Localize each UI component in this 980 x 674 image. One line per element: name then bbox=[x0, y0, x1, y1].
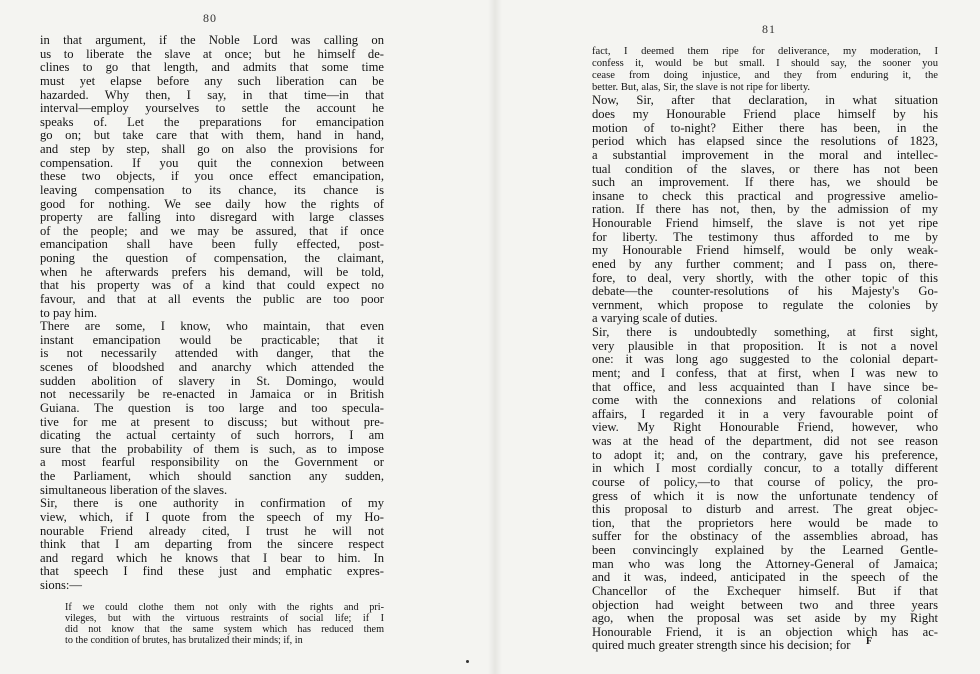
text-line: view. My Right Honourable Friend, however, who bbox=[592, 420, 938, 435]
text-line: and regard which he knows that I bear to him. In bbox=[40, 550, 384, 565]
block-quote bbox=[40, 602, 384, 647]
page-number: 81 bbox=[762, 22, 776, 36]
text-line: quired much greater strength since his decision; for bbox=[592, 638, 851, 653]
text-line: gress of which it is now the unfortunate tendency of bbox=[592, 488, 938, 503]
text-line: when he afterwards prefers his demand, will be told, bbox=[40, 264, 384, 279]
text-line: tual condition of the slaves, or there has not been bbox=[592, 161, 938, 176]
text-line: the Parliament, which should sanction any sudden, bbox=[40, 469, 384, 483]
text-line: cease from doing injustice, and they from enduring it, the bbox=[592, 70, 938, 82]
text-line: compensation. If you quit the connexion between bbox=[40, 155, 384, 170]
text-line: not necessarily be re-enacted in Jamaica or in British bbox=[40, 387, 384, 402]
text-line: objection had weight between two and three years bbox=[592, 597, 938, 612]
text-line: that his property was of a kind that could expect no bbox=[40, 278, 384, 293]
text-line: insane to check this practical and progressive amelio- bbox=[592, 188, 938, 203]
text-line: such an improvement. If there has, we should be bbox=[592, 175, 938, 190]
text-line: in which I most cordially concur, to a totally different bbox=[592, 461, 938, 476]
text-line: There are some, I know, who maintain, that even bbox=[40, 319, 384, 334]
body-text bbox=[592, 94, 938, 653]
text-line: favour, and that at all events the public are too poor bbox=[40, 291, 384, 306]
text-line: that speech I find these just and emphatic expres- bbox=[40, 564, 384, 579]
text-line: of the people; and we may be assured, that if once bbox=[40, 223, 384, 238]
text-line: poning the question of compensation, the claimant, bbox=[40, 251, 384, 265]
text-line: fact, I deemed them ripe for deliverance, my moderation, I bbox=[592, 46, 938, 57]
text-line: was at the head of the department, did not see reason bbox=[592, 434, 938, 448]
text-line: my Honourable Friend himself, would be only weak- bbox=[592, 243, 938, 258]
text-line: vernment, which propose to regulate the colonies by bbox=[592, 297, 938, 312]
text-line: view, which, if I quote from the speech of my Ho- bbox=[40, 509, 384, 524]
text-line: a substantial improvement in the moral and intellec- bbox=[592, 147, 938, 162]
text-line: a most fearful responsibility on the Government or bbox=[40, 455, 384, 470]
text-line: come with the connexions and relations of colonial bbox=[592, 393, 938, 408]
text-line: very plausible in that proposition. It is not a novel bbox=[592, 338, 938, 353]
text-line: us to liberate the slave at once; but he himself de- bbox=[40, 46, 384, 61]
text-line: is not necessarily attended with danger, that the bbox=[40, 346, 384, 361]
text-line: course of policy,—to that course of policy, the pro- bbox=[592, 474, 938, 489]
text-line: suffer for the obstinacy of the assemblies abroad, has bbox=[592, 529, 938, 544]
text-line: Sir, there is one authority in confirmation of my bbox=[40, 496, 384, 511]
signature-mark: F bbox=[866, 636, 873, 647]
text-line: scenes of bloodshed and anarchy which attended the bbox=[40, 360, 384, 374]
text-line: sudden abolition of slavery in St. Domingo, would bbox=[40, 373, 384, 388]
text-line: to adopt it; and, on the contrary, gave his preference, bbox=[592, 447, 938, 462]
text-line: that office, and less acquainted than I have since be- bbox=[592, 379, 938, 394]
text-line: does my Honourable Friend place himself by his bbox=[592, 107, 938, 121]
text-line: affairs, I regarded it in a very favourable point of bbox=[592, 406, 938, 421]
text-line: period which has elapsed since the resolutions of 1823, bbox=[592, 134, 938, 149]
text-line: these two objects, if you once effect emancipation, bbox=[40, 169, 384, 184]
text-line: one: it was long ago suggested to the colonial depart- bbox=[592, 352, 938, 367]
text-line: ago, when the proposal was set aside by my Right bbox=[592, 611, 938, 626]
text-line: interval—employ yourselves to settle the account he bbox=[40, 101, 384, 116]
text-line: speaks of. Let the preparations for emancipation bbox=[40, 114, 384, 129]
text-line: vileges, but with the virtuous restraints of social life; if I bbox=[65, 612, 384, 624]
text-line: think that I am departing from the sincere respect bbox=[40, 537, 384, 552]
text-line: tive for me at present to discuss; but without pre- bbox=[40, 414, 384, 429]
text-line: man who was long the Attorney-General of Jamaica; bbox=[592, 556, 938, 571]
text-line: a varying scale of duties. bbox=[592, 311, 718, 326]
text-line: ment; and I confess, that at first, when I was new to bbox=[592, 365, 938, 380]
text-line: confess it, would be but small. I should say, the sooner you bbox=[592, 58, 938, 70]
text-line: fore, to deal, very shortly, with the other topic of this bbox=[592, 270, 938, 285]
text-line: Chancellor of the Exchequer himself. But if that bbox=[592, 583, 938, 598]
text-line: in that argument, if the Noble Lord was calling on bbox=[40, 33, 384, 47]
text-line: and it was, indeed, anticipated in the speech of the bbox=[592, 570, 938, 585]
block-quote bbox=[592, 46, 938, 94]
text-line: go on; but take care that with them, hand in hand, bbox=[40, 128, 384, 143]
right-text-block bbox=[592, 46, 938, 653]
text-line: instant emancipation would be practicable; that it bbox=[40, 332, 384, 347]
text-line: been convincingly explained by the Learned Gentle- bbox=[592, 543, 938, 557]
text-line: hazarded. Why then, I say, in that time—in that bbox=[40, 87, 384, 102]
text-line: this proposal to disturb and arrest. The great objec- bbox=[592, 502, 938, 517]
text-line: debate—the counter-resolutions of his Majesty's Go- bbox=[592, 284, 938, 299]
text-line: motion of to-night? Either there has been, in the bbox=[592, 120, 938, 135]
text-line: ened by any further comment; and I pass on, there- bbox=[592, 256, 938, 271]
text-line: sions:— bbox=[40, 578, 82, 592]
text-line: to pay him. bbox=[40, 305, 98, 320]
text-line: Honourable Friend, it is an objection which has ac- bbox=[592, 624, 938, 639]
text-line: dicating the actual certainty of such horrors, I am bbox=[40, 428, 384, 443]
text-line: must yet elapse before any such liberation can be bbox=[40, 73, 384, 88]
text-line: leaving compensation to its chance, its chance is bbox=[40, 182, 384, 197]
text-line: for liberty. The testimony thus afforded to me by bbox=[592, 229, 938, 244]
text-line: emancipation shall have been fully effected, post- bbox=[40, 237, 384, 252]
left-text-block bbox=[40, 34, 384, 646]
text-line: nourable Friend already cited, I trust he will not bbox=[40, 523, 384, 538]
text-line: simultaneous liberation of the slaves. bbox=[40, 482, 228, 497]
print-speck bbox=[466, 660, 469, 663]
text-line: Guiana. The question is too large and too specula- bbox=[40, 400, 384, 415]
text-line: If we could clothe them not only with the rights and pri- bbox=[65, 601, 384, 613]
text-line: tion, that the proprietors here would be made to bbox=[592, 515, 938, 530]
text-line: to the condition of brutes, has brutalized their minds; if, in bbox=[65, 635, 303, 647]
text-line: and step by step, shall go on also the provisions for bbox=[40, 142, 384, 156]
text-line: Now, Sir, after that declaration, in what situation bbox=[592, 93, 938, 108]
text-line: ration. If there has not, then, by the admission of my bbox=[592, 202, 938, 217]
text-line: did not know that the same system which has reduced them bbox=[65, 624, 384, 635]
text-line: Honourable Friend himself, the slave is not yet ripe bbox=[592, 216, 938, 230]
text-line: property are falling into disregard with large classes bbox=[40, 210, 384, 225]
text-line: sure that the probability of them is such, as to impose bbox=[40, 441, 384, 456]
page-number: 80 bbox=[203, 11, 217, 25]
text-line: Sir, there is undoubtedly something, at first sight, bbox=[592, 325, 938, 339]
text-line: good for nothing. We see daily how the rights of bbox=[40, 196, 384, 211]
text-line: better. But, alas, Sir, the slave is not ripe for liberty. bbox=[592, 82, 811, 94]
right-page bbox=[500, 0, 980, 674]
body-text bbox=[40, 34, 384, 593]
text-line: clines to go that length, and admits that some time bbox=[40, 60, 384, 75]
